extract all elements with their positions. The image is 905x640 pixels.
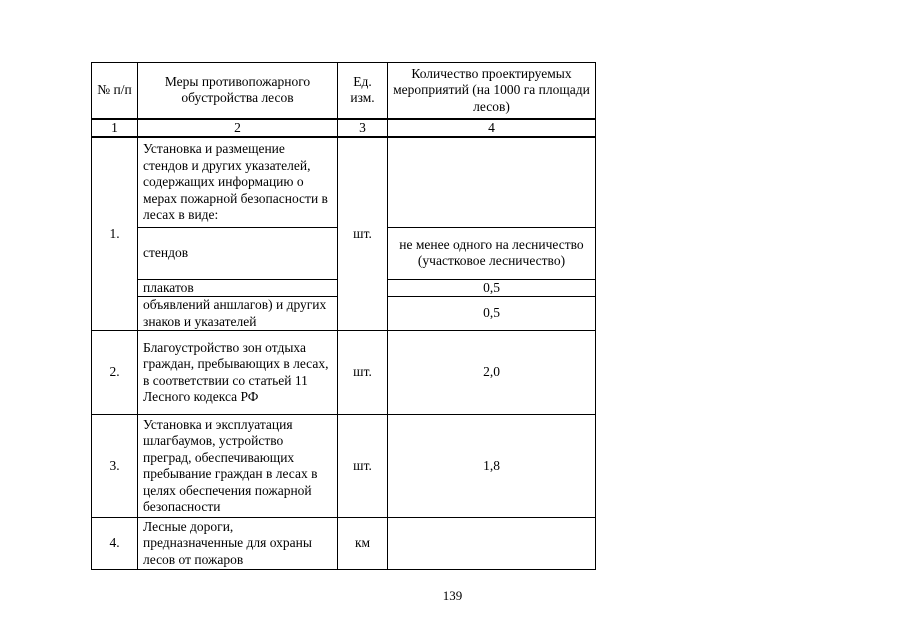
row-1-sub-1-value: не менее одного на лесничество (участковое лесничество) <box>388 227 596 279</box>
row-1-sub-3-value: 0,5 <box>388 297 596 331</box>
table-row <box>92 137 596 227</box>
header-num: № п/п <box>92 63 138 119</box>
row-3-number: 3. <box>92 415 138 518</box>
header-measures: Меры противопожарного обустройства лесов <box>138 63 338 119</box>
row-2-unit: шт. <box>338 331 388 415</box>
header-quantity: Количество проектируемых мероприятий (на 1000 га площади лесов) <box>388 63 596 119</box>
col-number-2: 2 <box>138 119 338 138</box>
row-2-value: 2,0 <box>388 331 596 415</box>
row-3-unit: шт. <box>338 415 388 518</box>
row-1-sub-2-label: плакатов <box>138 279 338 297</box>
header-row <box>92 63 596 119</box>
column-number-row <box>92 119 596 138</box>
col-number-4: 4 <box>388 119 596 138</box>
row-1-sub-2-value: 0,5 <box>388 279 596 297</box>
col-number-1: 1 <box>92 119 138 138</box>
page-number: 139 <box>442 588 463 603</box>
row-4-number: 4. <box>92 518 138 570</box>
row-3-text: Установка и эксплуатация шлагбаумов, устройство преград, обеспечивающих пребывание граждан в лесах в целях обеспечения пожарной безопасности <box>138 415 338 518</box>
row-1-number: 1. <box>92 137 138 331</box>
row-3-value: 1,8 <box>388 415 596 518</box>
row-1-sub-3-label: объявлений аншлагов) и других знаков и указателей <box>138 297 338 331</box>
header-unit: Ед. изм. <box>338 63 388 119</box>
col-number-3: 3 <box>338 119 388 138</box>
row-4-unit: км <box>338 518 388 570</box>
table-row <box>92 518 596 570</box>
fire-safety-measures-table <box>91 62 596 570</box>
row-1-sub-1-label: стендов <box>138 227 338 279</box>
row-1-intro: Установка и размещение стендов и других указателей, содержащих информацию о мерах пожарной безопасности в лесах в виде: <box>138 137 338 227</box>
row-2-number: 2. <box>92 331 138 415</box>
row-2-text: Благоустройство зон отдыха граждан, пребывающих в лесах, в соответствии со статьей 11 Лесного кодекса РФ <box>138 331 338 415</box>
table-row <box>92 331 596 415</box>
row-4-value <box>388 518 596 570</box>
table-row <box>92 415 596 518</box>
row-1-unit: шт. <box>338 137 388 331</box>
row-1-intro-empty <box>388 137 596 227</box>
row-4-text: Лесные дороги, предназначенные для охраны лесов от пожаров <box>138 518 338 570</box>
